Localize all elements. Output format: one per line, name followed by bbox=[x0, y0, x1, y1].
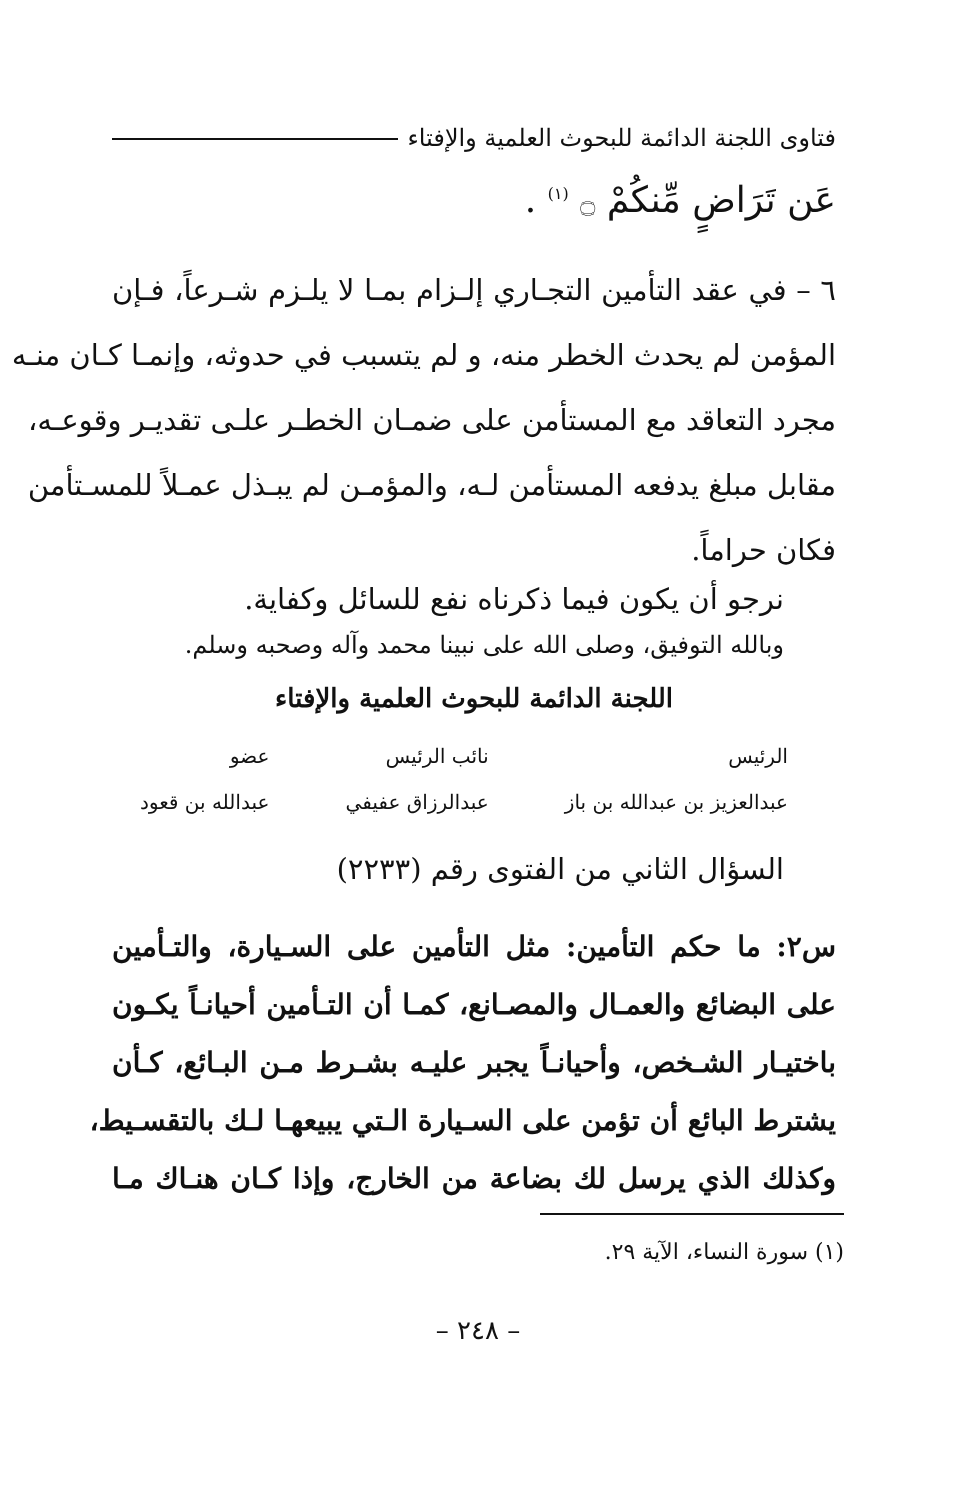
header-rule bbox=[112, 138, 398, 140]
signature-member bbox=[140, 744, 269, 814]
signature-role: نائب الرئيس bbox=[385, 744, 489, 768]
footnote-rule bbox=[540, 1213, 844, 1215]
quran-verse bbox=[112, 180, 836, 221]
footnote: (١) سورة النساء، الآية ٢٩. bbox=[604, 1240, 844, 1265]
signature-name: عبدالرزاق عفيفي bbox=[345, 790, 489, 814]
question-line: على البضائع والعمـال والمصـانع، كمـا أن التـأمين أحيانـاً يكـون bbox=[112, 988, 836, 1021]
answer-line: فكان حراماً. bbox=[691, 533, 836, 567]
closing-line-2: وبالله التوفيق، وصلى الله على نبينا محمد وآله وصحبه وسلم. bbox=[184, 631, 784, 659]
answer-paragraph bbox=[11, 258, 836, 583]
signature-vice-president bbox=[346, 744, 489, 814]
question-title: السؤال الثاني من الفتوى رقم (٢٢٣٣) bbox=[336, 852, 784, 886]
signature-president bbox=[565, 744, 788, 814]
verse-end-ornament: ۝ bbox=[580, 189, 596, 219]
question-line: يشترط البائع أن تؤمن على السـيارة الـتي يبيعهـا لـك بالتقسـيط، bbox=[89, 1104, 836, 1137]
question-paragraph bbox=[89, 918, 836, 1208]
question-line: باختيـار الشـخص، وأحيانـاً يجبر عليـه بشـرط مـن البـائع، كـأن bbox=[112, 1046, 836, 1079]
signature-role: عضو bbox=[229, 744, 270, 768]
answer-line: ٦ – في عقد التأمين التجـاري إلـزام بمـا لا يلـزم شـرعاً، فـإن bbox=[112, 273, 836, 307]
question-line: وكذلك الذي يرسل لك بضاعة من الخارج، وإذا كـان هنـاك مـا bbox=[112, 1162, 836, 1195]
running-header-title: فتاوى اللجنة الدائمة للبحوث العلمية والإفتاء bbox=[407, 124, 836, 152]
answer-line: مقابل مبلغ يدفعه المستأمن لـه، والمؤمـن لم يبـذل عمـلاً للمسـتأمن bbox=[27, 468, 836, 502]
answer-line: المؤمن لم يحدث الخطر منه، و لم يتسبب في حدوثه، وإنمـا كـان منـه bbox=[11, 338, 836, 372]
answer-line: مجرد التعاقد مع المستأمن على ضمـان الخطـر علـى تقديـر وقوعـه، bbox=[27, 403, 836, 437]
question-line: س٢: ما حكم التأمين: مثل التأمين على السـيارة، والتـأمين bbox=[112, 930, 836, 963]
verse-end-mark: . bbox=[524, 180, 537, 221]
verse-footnote-ref: (١) bbox=[547, 184, 569, 203]
signature-name: عبدالعزيز بن عبدالله بن باز bbox=[564, 790, 788, 814]
signature-block bbox=[140, 744, 788, 814]
signature-role: الرئيس bbox=[728, 744, 788, 768]
closing-line-1: نرجو أن يكون فيما ذكرناه نفع للسائل وكفاية. bbox=[244, 582, 784, 616]
verse-text: عَن تَرَاضٍ مِّنكُمْ bbox=[606, 180, 836, 221]
closing-block bbox=[112, 576, 784, 668]
running-header bbox=[112, 124, 836, 152]
committee-name: اللجنة الدائمة للبحوث العلمية والإفتاء bbox=[275, 684, 673, 714]
signature-name: عبدالله بن قعود bbox=[140, 790, 270, 814]
page-number: – ٢٤٨ – bbox=[435, 1316, 521, 1346]
